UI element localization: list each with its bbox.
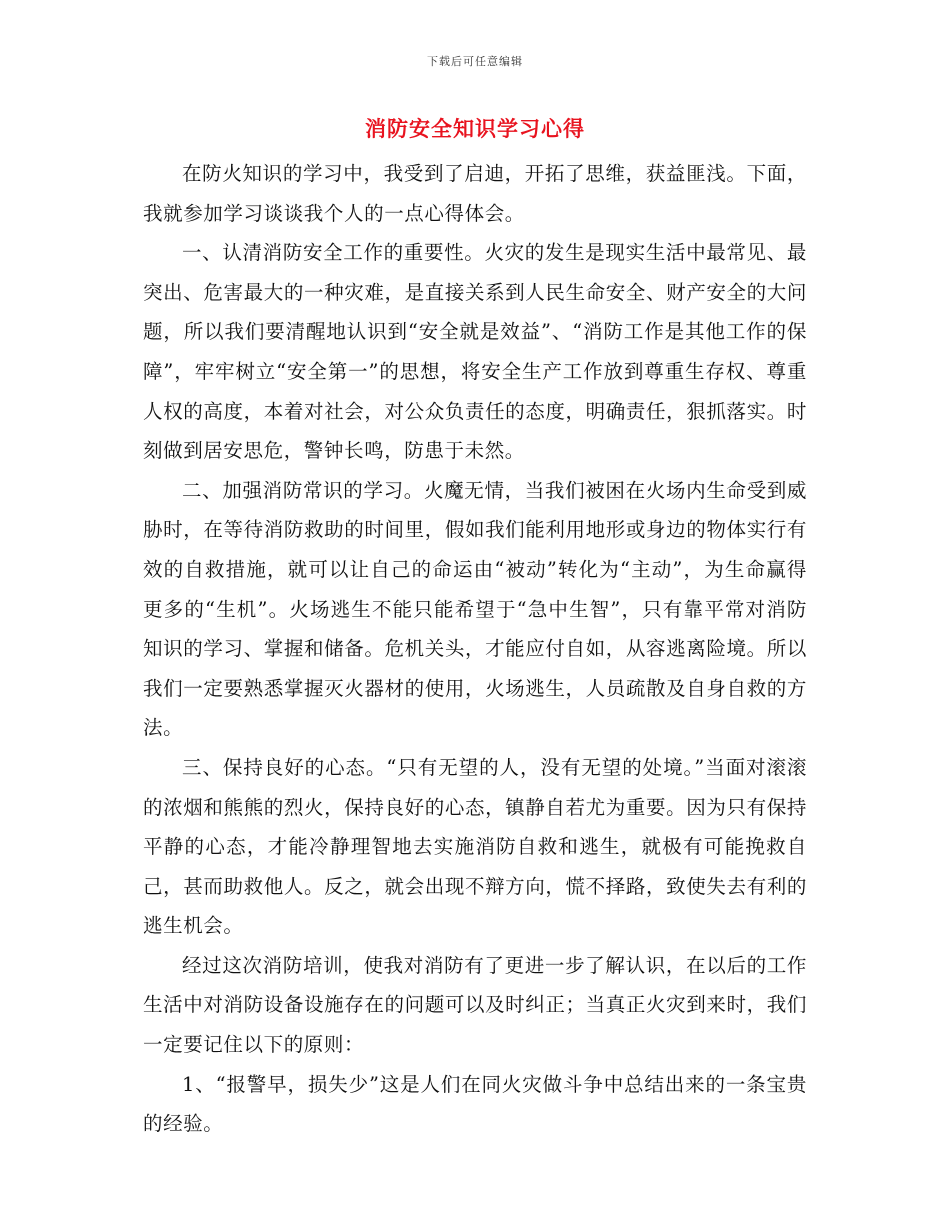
paragraph-principle-1: 1、“报警早，损失少”这是人们在同火灾做斗争中总结出来的一条宝贵的经验。: [143, 1072, 807, 1136]
paragraph-section-3: 三、保持良好的心态。“只有无望的人，没有无望的处境。”当面对滚滚的浓烟和熊熊的烈火，保持良好的心态，镇静自若尤为重要。因为只有保持平静的心态，才能冷静理智地去实施消防自救和逃生，就极有可能挽救自己，甚而助救他人。反之，就会出现不辩方向，慌不择路，致使失去有利的逃生机会。: [143, 755, 807, 938]
document-body: [143, 154, 807, 1144]
paragraph-intro: 在防火知识的学习中，我受到了启迪，开拓了思维，获益匪浅。下面，我就参加学习谈谈我个人的一点心得体会。: [143, 162, 807, 225]
paragraph-section-1: 一、认清消防安全工作的重要性。火灾的发生是现实生活中最常见、最突出、危害最大的一种灾难，是直接关系到人民生命安全、财产安全的大问题，所以我们要清醒地认识到“安全就是效益”、“消防工作是其他工作的保障”，牢牢树立“安全第一”的思想，将安全生产工作放到尊重生存权、尊重人权的高度，本着对社会，对公众负责任的态度，明确责任，狠抓落实。时刻做到居安思危，警钟长鸣，防患于未然。: [143, 241, 807, 463]
paragraph-section-2: 二、加强消防常识的学习。火魔无情，当我们被困在火场内生命受到威胁时，在等待消防救助的时间里，假如我们能利用地形或身边的物体实行有效的自救措施，就可以让自己的命运由“被动”转化为“主动”，为生命赢得更多的“生机”。火场逃生不能只能希望于“急中生智”，只有靠平常对消防知识的学习、掌握和储备。危机关头，才能应付自如，从容逃离险境。所以我们一定要熟悉掌握灭火器材的使用，火场逃生，人员疏散及自身自救的方法。: [143, 478, 807, 740]
document-title: 消防安全知识学习心得: [365, 116, 585, 141]
page-header: 下载后可任意编辑: [427, 55, 523, 68]
paragraph-summary: 经过这次消防培训，使我对消防有了更进一步了解认识，在以后的工作生活中对消防设备设施存在的问题可以及时纠正；当真正火灾到来时，我们一定要记住以下的原则：: [143, 953, 807, 1057]
